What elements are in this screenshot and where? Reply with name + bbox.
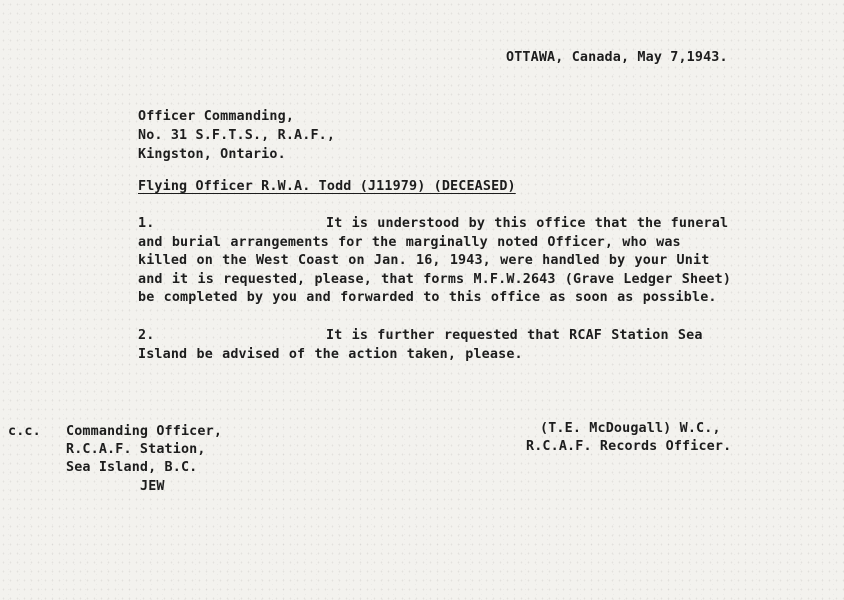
paragraph-line: and it is requested, please, that forms M.F.W.2643 (Grave Ledger Sheet): [138, 272, 732, 287]
addressee-line: Kingston, Ontario.: [138, 147, 286, 162]
paragraph-line: It is further requested that RCAF Station Sea: [326, 328, 703, 343]
paragraph-line: and burial arrangements for the marginally noted Officer, who was: [138, 235, 681, 250]
cc-label: c.c.: [8, 424, 41, 439]
paragraph-line: It is understood by this office that the funeral: [326, 216, 729, 231]
addressee-line: No. 31 S.F.T.S., R.A.F.,: [138, 128, 336, 143]
cc-line: Sea Island, B.C.: [66, 460, 198, 475]
signature-line: (T.E. McDougall) W.C.,: [540, 421, 721, 436]
paragraph-line: killed on the West Coast on Jan. 16, 1943, were handled by your Unit: [138, 253, 710, 268]
dateline: OTTAWA, Canada, May 7,1943.: [506, 50, 728, 65]
paragraph-line: be completed by you and forwarded to this office as soon as possible.: [138, 290, 717, 305]
cc-line: R.C.A.F. Station,: [66, 442, 206, 457]
addressee-line: Officer Commanding,: [138, 109, 295, 124]
paragraph-number: 2.: [138, 328, 155, 343]
cc-line: Commanding Officer,: [66, 424, 223, 439]
cc-initials: JEW: [140, 479, 165, 494]
paragraph-number: 1.: [138, 216, 155, 231]
subject-line: Flying Officer R.W.A. Todd (J11979) (DECEASED): [138, 179, 516, 194]
paragraph-line: Island be advised of the action taken, please.: [138, 347, 523, 362]
signature-line: R.C.A.F. Records Officer.: [526, 439, 732, 454]
